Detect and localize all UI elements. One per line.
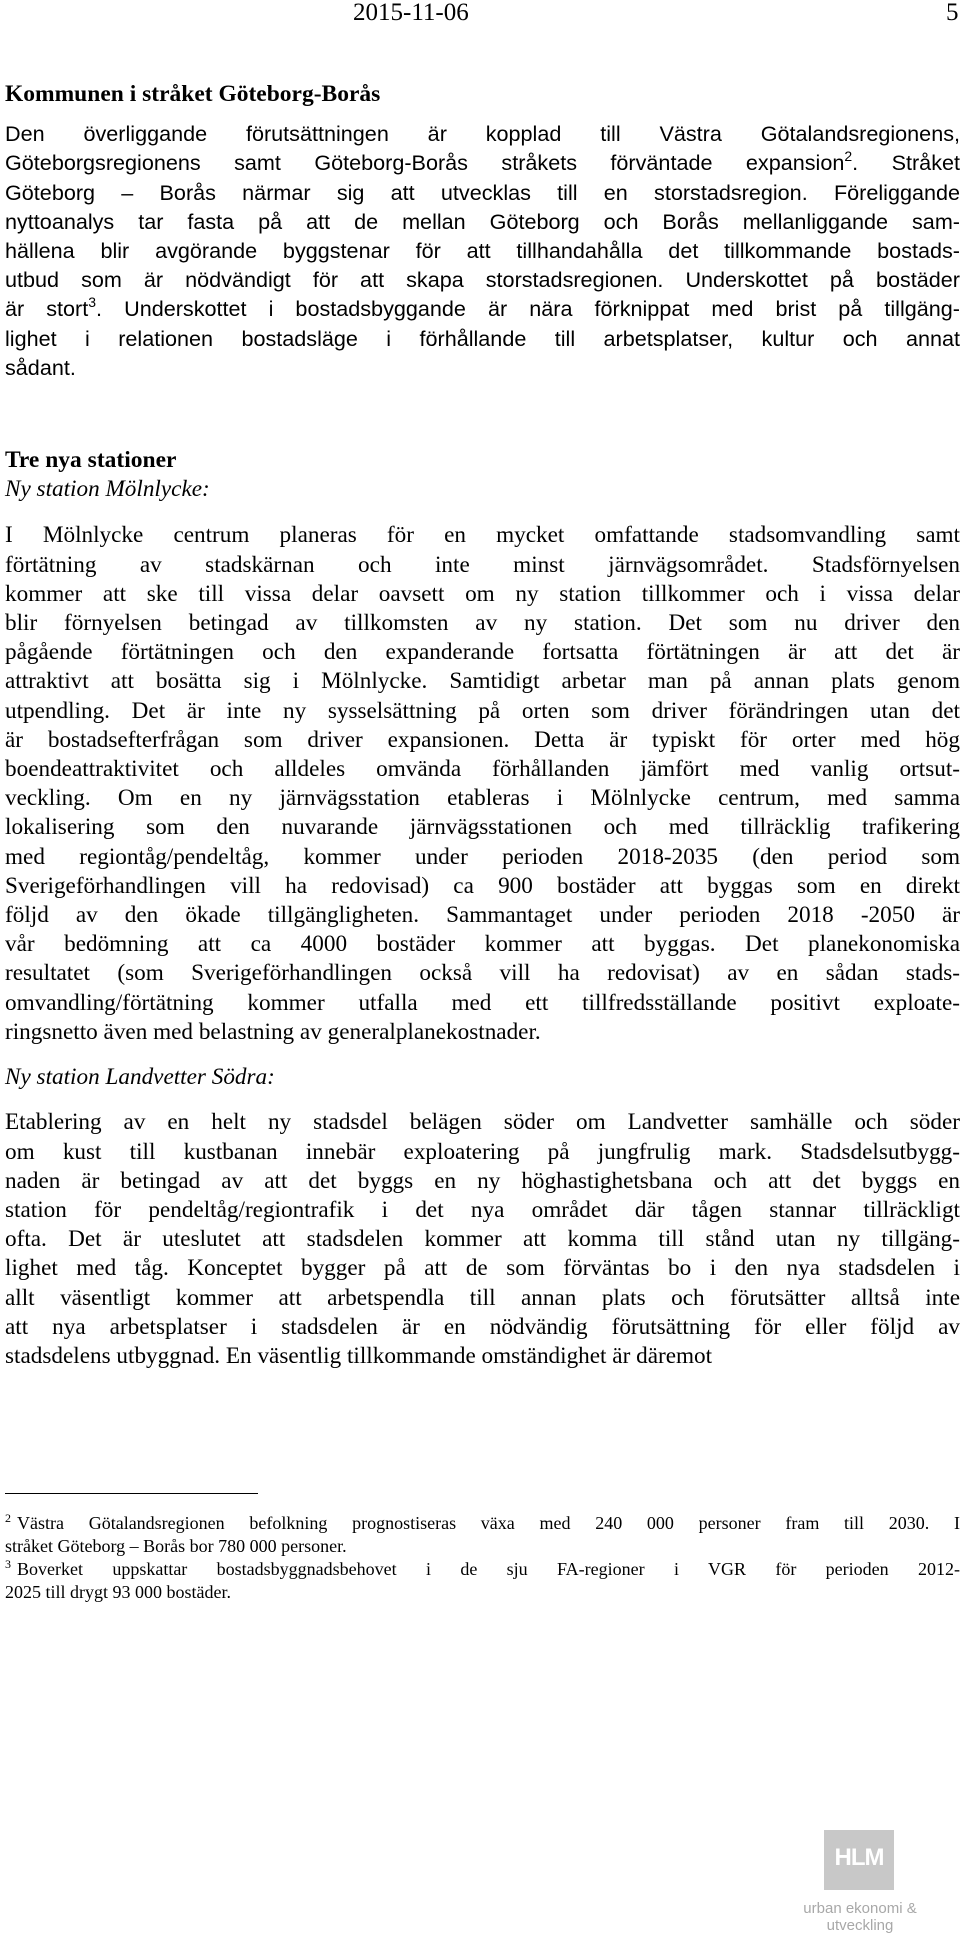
subheading: Ny station Mölnlycke: xyxy=(5,476,210,503)
company-logo xyxy=(780,1830,940,1934)
page-number: 5 xyxy=(946,0,959,26)
text-line: att nya arbetsplatser i stadsdelen är en nödvändig förutsättning för eller följd av xyxy=(5,1313,960,1340)
text-line: blir förnyelsen betingad av tillkomsten av ny station. Det som nu driver den xyxy=(5,610,960,637)
text-line: Den överliggande förutsättningen är kopplad till Västra Götalandsregionens, xyxy=(5,121,960,147)
text-line: Göteborg – Borås närmar sig att utvecklas till en storstadsregion. Föreliggande xyxy=(5,179,960,205)
text-line: förtätning av stadskärnan och inte minst järnvägsområdet. Stadsförnyelsen xyxy=(5,551,960,578)
footnote xyxy=(5,1512,960,1558)
section-heading: Tre nya stationer xyxy=(5,447,177,474)
text-line: Sverigeförhandlingen vill ha redovisad) ca 900 bostäder att byggas som en direkt xyxy=(5,872,960,899)
text-line: attraktivt att bosätta sig i Mölnlycke. Samtidigt arbetar man på annan plats genom xyxy=(5,668,960,695)
text-line: om kust till kustbanan innebär exploatering på jungfrulig mark. Stadsdelsutbygg- xyxy=(5,1138,960,1165)
page-header xyxy=(0,0,960,40)
footnote-ref[interactable]: 2 xyxy=(844,148,853,165)
text-line: med regiontåg/pendeltåg, kommer under perioden 2018-2035 (den period som xyxy=(5,843,960,870)
text-line: lighet med tåg. Konceptet bygger på att de som förväntas bo i den nya stadsdelen i xyxy=(5,1255,960,1282)
text-line: sådant. xyxy=(5,354,76,380)
text-line: naden är betingad av att det byggs en ny höghastighetsbana och att det byggs en xyxy=(5,1167,960,1194)
footnote-line: 2025 till drygt 93 000 bostäder. xyxy=(5,1582,231,1602)
text-line: resultatet (som Sverigeförhandlingen också vill ha redovisat) av en sådan stads- xyxy=(5,960,960,987)
subheading: Ny station Landvetter Södra: xyxy=(5,1064,275,1091)
text-line: nyttoanalys tar fasta på att de mellan Göteborg och Borås mellanliggande sam- xyxy=(5,208,960,234)
logo-tagline: urban ekonomi & utveckling xyxy=(803,1900,917,1934)
paragraph xyxy=(5,521,960,1047)
text-line: allt väsentligt kommer att arbetspendla till annan plats och förutsätter alltså inte xyxy=(5,1284,960,1311)
text-line: stadsdelens utbyggnad. En väsentlig tillkommande omständighet är däremot xyxy=(5,1342,713,1369)
footnote-number: 3 xyxy=(5,1557,11,1571)
page-body xyxy=(5,80,960,1371)
text-line: Etablering av en helt ny stadsdel belägen söder om Landvetter samhälle och söder xyxy=(5,1109,960,1136)
text-line: ringsnetto även med belastning av generalplanekostnader. xyxy=(5,1018,541,1045)
text-line: lokalisering som den nuvarande järnvägsstationen och med tillräcklig trafikering xyxy=(5,814,960,841)
paragraph xyxy=(5,1108,960,1371)
section-heading: Kommunen i stråket Göteborg-Borås xyxy=(5,81,381,107)
footnote-number: 2 xyxy=(5,1511,11,1525)
footnotes xyxy=(5,1512,960,1604)
text-line: är stort$^3$. Underskottet i bostadsbyggande är nära förknippat med brist på tillgäng- xyxy=(5,294,960,322)
text-line: veckling. Om en ny järnvägsstation etableras i Mölnlycke centrum, med samma xyxy=(5,785,960,812)
text-line: lighet i relationen bostadsläge i förhållande till arbetsplatser, kultur och annat xyxy=(5,325,960,351)
footnote-line: $^3$ Boverket uppskattar bostadsbyggnadsbehovet i de sju FA-regioner i VGR för perioden 2012- xyxy=(5,1557,960,1579)
text-line: följd av den ökade tillgängligheten. Sammantaget under perioden 2018 -2050 är xyxy=(5,902,960,929)
paragraph xyxy=(5,119,960,382)
text-line: pågående förtätningen och den expanderande fortsatta förtätningen är att det är xyxy=(5,639,960,666)
text-line: I Mölnlycke centrum planeras för en mycket omfattande stadsomvandling samt xyxy=(5,522,960,549)
text-line: hällena blir avgörande byggstenar för att tillhandahålla det tillkommande bostads- xyxy=(5,238,960,264)
text-line: utpendling. Det är inte ny sysselsättning på orten som driver förändringen utan det xyxy=(5,697,960,724)
header-date: 2015-11-06 xyxy=(353,0,469,26)
footnote xyxy=(5,1558,960,1604)
footnote-separator xyxy=(5,1493,258,1494)
text-line: är bostadsefterfrågan som driver expansionen. Detta är typiskt för orter med hög xyxy=(5,726,960,753)
text-line: boendeattraktivitet och alldeles omvända förhållanden jämfört med vanlig ortsut- xyxy=(5,756,960,783)
text-line: ofta. Det är uteslutet att stadsdelen kommer att komma till stånd utan ny tillgäng- xyxy=(5,1226,960,1253)
footnote-ref[interactable]: 3 xyxy=(88,294,97,311)
logo-mark: HLM xyxy=(824,1830,894,1890)
text-line: kommer att ske till vissa delar oavsett om ny station tillkommer och i vissa delar xyxy=(5,580,960,607)
text-line: Göteborgsregionens samt Göteborg-Borås stråkets förväntade expansion$^2$. Stråket xyxy=(5,148,960,176)
text-line: omvandling/förtätning kommer utfalla med ett tillfredsställande positivt exploate- xyxy=(5,989,960,1016)
footnote-line: $^2$ Västra Götalandsregionen befolkning prognostiseras växa med 240 000 personer fram till 2030. I xyxy=(5,1511,960,1533)
footnote-line: stråket Göteborg – Borås bor 780 000 personer. xyxy=(5,1536,347,1556)
text-line: vår bedömning att ca 4000 bostäder kommer att byggas. Det planekonomiska xyxy=(5,931,960,958)
text-line: utbud som är nödvändigt för att skapa storstadsregionen. Underskottet på bostäder xyxy=(5,267,960,293)
text-line: station för pendeltåg/regiontrafik i det nya området där tågen stannar tillräckligt xyxy=(5,1196,960,1223)
